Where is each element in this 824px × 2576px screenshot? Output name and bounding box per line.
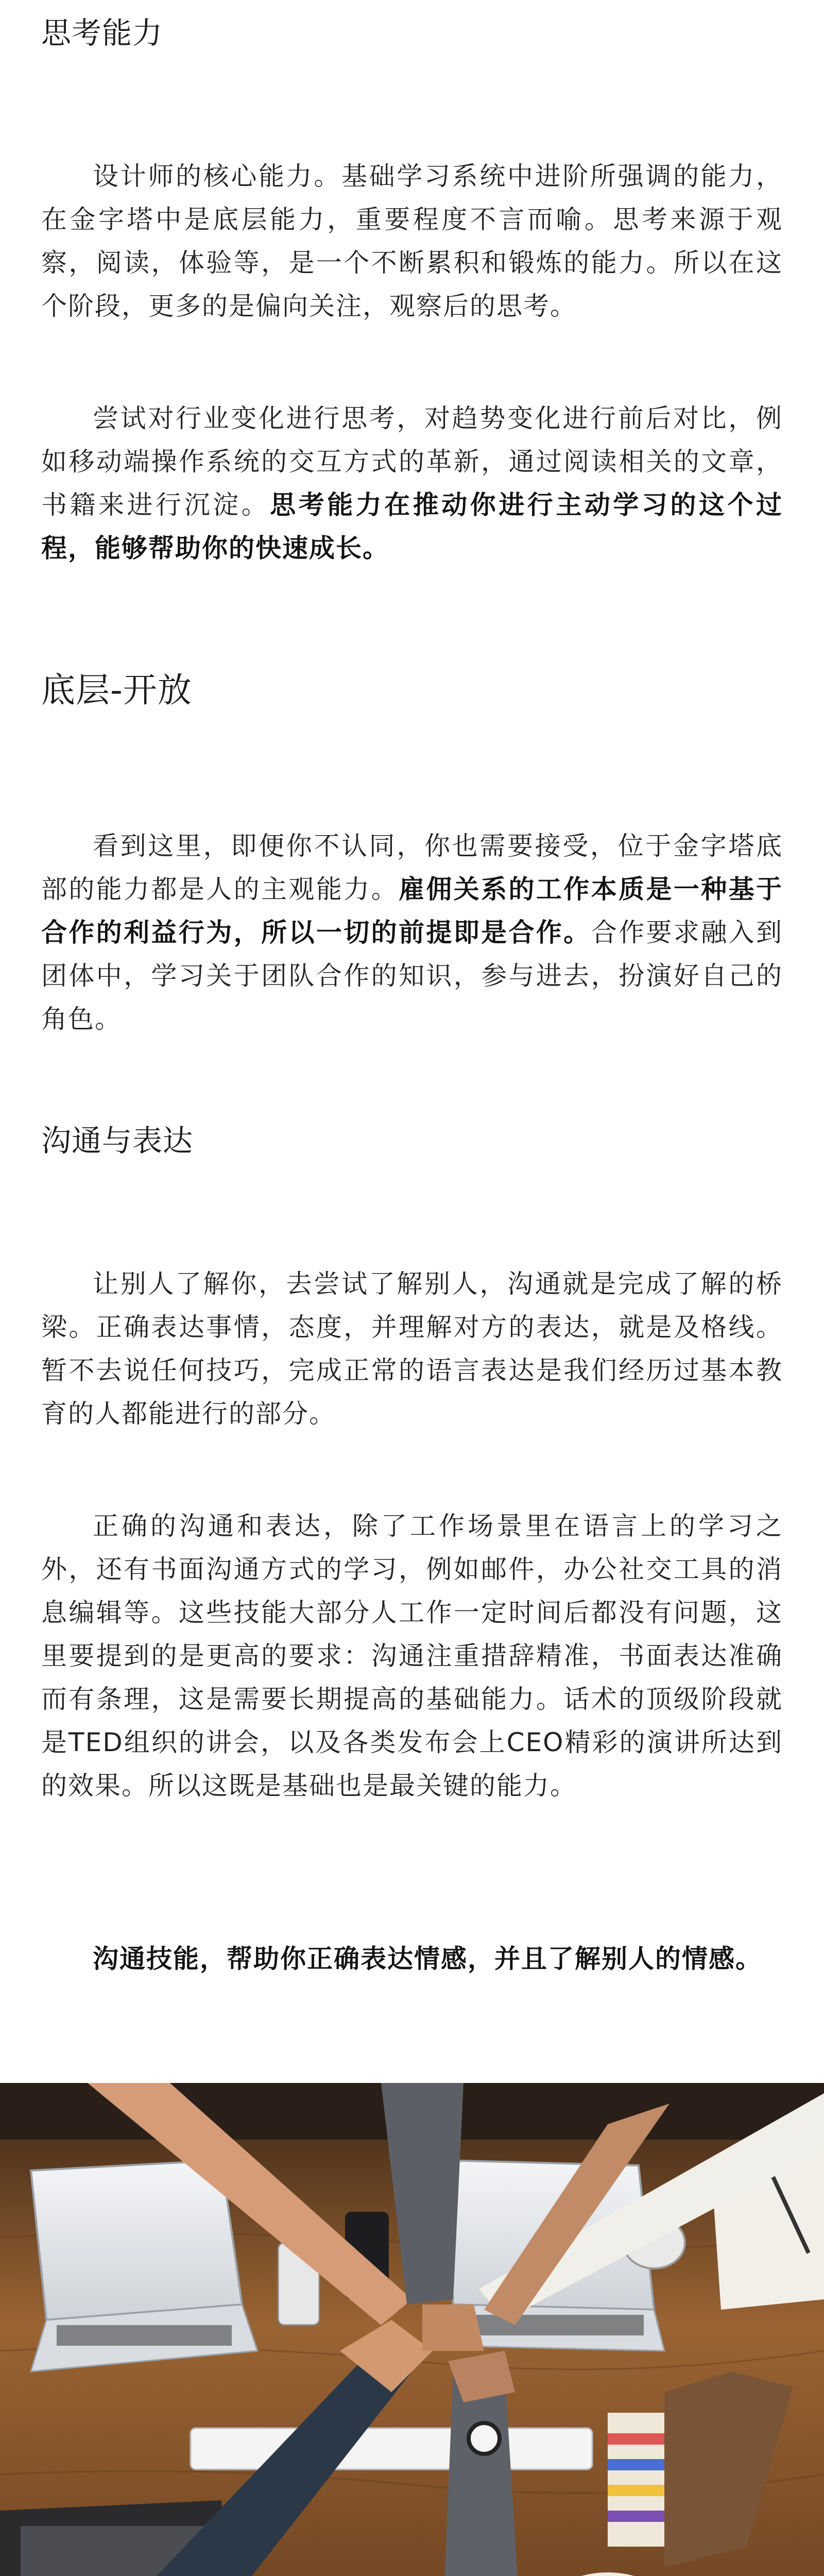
paragraph-thinking-2-text: 尝试对行业变化进行思考，对趋势变化进行前后对比，例如移动端操作系统的交互方式的革新，通过阅读相关的文章，书籍来进行沉淀。 [41,403,783,520]
section-title-thinking: 思考能力 [41,15,163,50]
watch-icon [469,2423,500,2454]
paragraph-open-1 [41,824,783,1041]
paragraph-communication-1: 让别人了解你，去尝试了解别人，沟通就是完成了解的桥梁。正确表达事情，态度，并理解对方的表达，就是及格线。暂不去说任何技巧，完成正常的语言表达是我们经历过基本教育的人都能进行的部分。 [41,1269,783,1429]
power-strip [191,2428,592,2469]
paragraph-open-1-bold: 雇佣关系的工作本质是一种基于合作的利益行为，所以一切的前提即是合作。 [41,874,783,947]
paragraph-thinking-2 [41,397,783,570]
paragraph-communication-2: 正确的沟通和表达，除了工作场景里在语言上的学习之外，还有书面沟通方式的学习，例如邮件，办公社交工具的消息编辑等。这些技能大部分人工作一定时间后都没有问题，这里要提到的是更高的要求：沟通注重措辞精准，书面表达准确而有条理，这是需要长期提高的基础能力。话术的顶级阶段就是TED组织的讲会，以及各类发布会上CEO精彩的演讲所达到的效果。所以这既是基础也是最关键的能力。 [41,1511,783,1801]
section-title-communication: 沟通与表达 [41,1123,194,1158]
paragraph-open-1-text-a: 看到这里，即便你不认同，你也需要接受，位于金字塔底部的能力都是人的主观能力。 [41,831,783,904]
paragraph-communication-3 [41,1937,783,1980]
paragraph-thinking-1: 设计师的核心能力。基础学习系统中进阶所强调的能力，在金字塔中是底层能力，重要程度不言而喻。思考来源于观察，阅读，体验等，是一个不断累积和锻炼的能力。所以在这个阶段，更多的是偏向关注，观察后的思考。 [41,161,783,321]
paragraph-thinking-2-bold: 思考能力在推动你进行主动学习的这个过程，能够帮助你的快速成长。 [41,490,783,563]
teamwork-illustration [0,2083,824,2576]
section-title-open: 底层-开放 [41,670,192,710]
teamwork-photo [0,2083,824,2576]
paragraph-open-1-text-b: 合作要求融入到团体中，学习关于团队合作的知识，参与进去，扮演好自己的角色。 [41,918,783,1034]
paragraph-communication-3-bold: 沟通技能，帮助你正确表达情感，并且了解别人的情感。 [93,1944,762,1974]
